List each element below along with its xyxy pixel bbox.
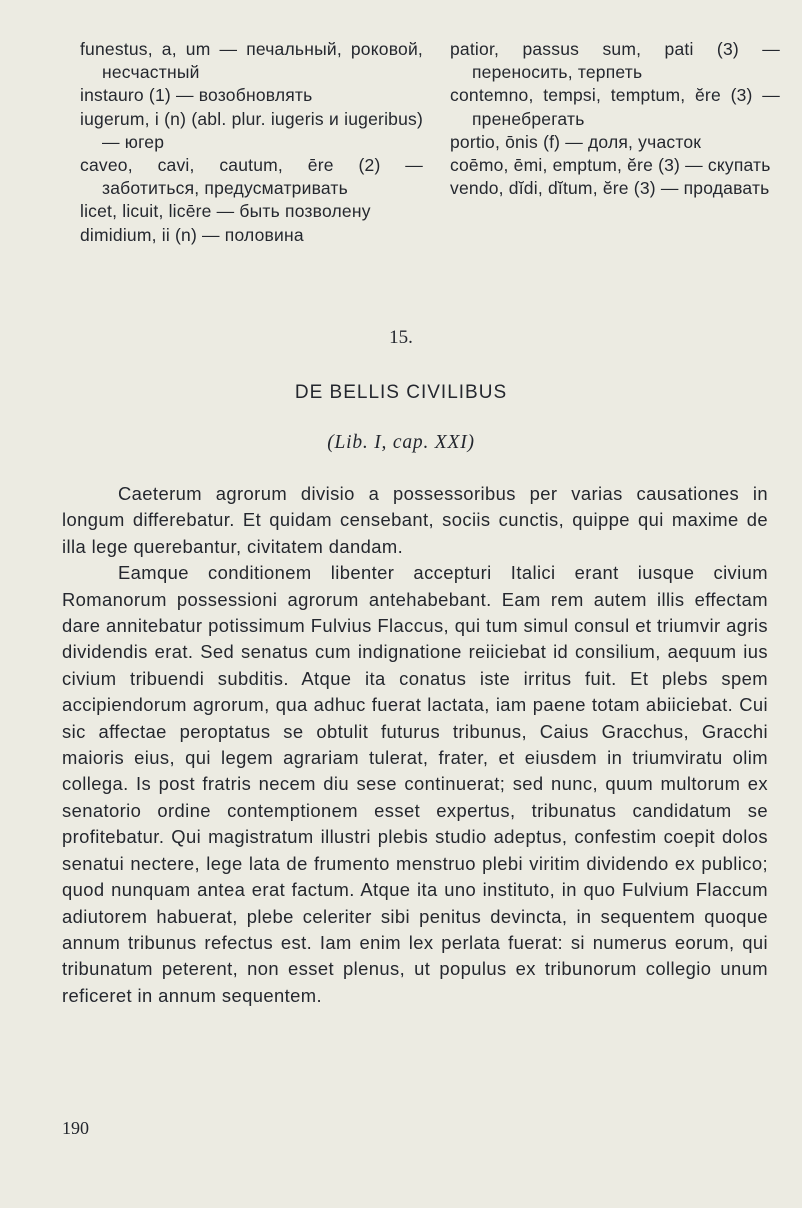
- page-number: 190: [62, 1118, 89, 1138]
- vocabulary-list: [80, 38, 780, 247]
- paragraph: Caeterum agrorum divisio a possessoribus per varias causationes in longum differebatur. Et quidam censebant, sociis cunctis, quippe qui maxime de illa lege querebantur, civitatem dandam.: [62, 483, 768, 557]
- vocab-entry: dimidium, ii (n) — половина: [80, 224, 304, 245]
- paragraph: Eamque conditionem libenter accepturi Italici erant iusque civium Romanorum possessioni agrorum antehabebant. Eam rem autem illis effectam dare annitebatur potissimum Fulvius Flaccus, qui tum simul consul et triumvir agris dividendis erat. Sed senatus cum indignatione reiiciebat id consilium, aequum ius civium tribuendi subditis. Atque ita conatus iste irritus fuit. Et plebs spem accipiendorum agrorum, qua adhuc fuerat lactata, iam paene totam abiiciebat. Cui sic affectae peroptatus se obtulit futurus tribunus, Caius Gracchus, Gracchi maioris eius, qui legem agrariam tulerat, frater, et eiusdem in triumviratu olim collega. Is post fratris necem diu sese continuerat; sed nunc, quum multorum ex senatorio ordine contemptionem esset expertus, tribunatus candidatum se profitebatur. Qui magistratum illustri plebis studio adeptus, confestim coepit dolos senatui nectere, lege lata de frumento menstruo plebi viritim dividendo ex publico; quod nunquam antea erat factum. Atque ita uno instituto, in quo Fulvium Flaccum adiutorem habuerat, plebe celeriter sibi penitus devincta, in sequentem quoque annum tribunus refectus est. Iam enim lex perlata fuerat: si numerus eorum, qui tribunatum peterent, non esset plenus, ut populus ex tribunorum collegio unum reficeret in annum sequentem.: [62, 562, 768, 1006]
- vocabulary-right-column: [450, 38, 780, 247]
- section-title: DE BELLIS CIVILIBUS: [294, 382, 508, 403]
- vocab-entry: vendo, dĭdi, dĭtum, ĕre (3) — продавать: [450, 178, 770, 199]
- vocab-entry: caveo, cavi, cautum, ēre (2) — заботиться, предусматривать: [80, 155, 423, 199]
- vocab-entry: patior, passus sum, pati (3) — переносить, терпеть: [450, 39, 780, 83]
- vocab-entry: funestus, a, um — печальный, роковой, несчастный: [80, 39, 423, 83]
- latin-text: [62, 481, 768, 1009]
- section-number: 15.: [389, 327, 413, 348]
- vocab-entry: coēmo, ēmi, emptum, ĕre (3) — скупать: [450, 155, 771, 176]
- vocab-entry: instauro (1) — возобновлять: [80, 85, 313, 106]
- vocab-entry: contemno, tempsi, temptum, ĕre (3) — пренебрегать: [450, 85, 780, 129]
- vocab-entry: licet, licuit, licēre — быть позволену: [80, 201, 371, 222]
- section-subtitle: (Lib. I, cap. XXI): [327, 432, 475, 453]
- vocab-entry: portio, ōnis (f) — доля, участок: [450, 131, 702, 152]
- vocab-entry: iugerum, i (n) (abl. plur. iugeris и iugeribus) — югер: [80, 108, 423, 152]
- vocabulary-left-column: [80, 38, 423, 247]
